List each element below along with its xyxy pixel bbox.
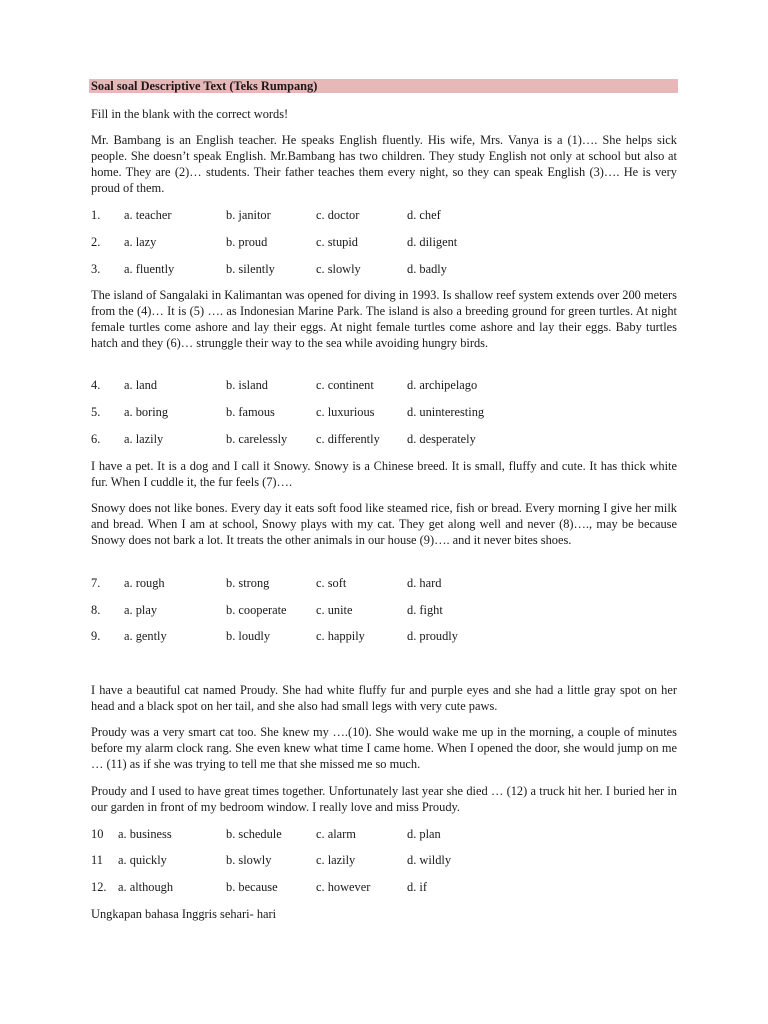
question-number: 7. xyxy=(91,576,101,590)
option-b: b. famous xyxy=(226,405,275,419)
question-number: 1. xyxy=(91,208,101,222)
option-c: c. stupid xyxy=(316,235,358,249)
question-row xyxy=(91,261,681,277)
question-number: 5. xyxy=(91,405,101,419)
question-row xyxy=(91,234,681,250)
question-number: 9. xyxy=(91,629,101,643)
option-a: a. boring xyxy=(124,405,169,419)
question-number: 8. xyxy=(91,603,101,617)
option-b: b. loudly xyxy=(226,629,271,643)
option-a: a. gently xyxy=(124,629,167,643)
instruction: Fill in the blank with the correct words! xyxy=(91,107,289,121)
option-c: c. doctor xyxy=(316,208,360,222)
footer-heading: Ungkapan bahasa Inggris sehari- hari xyxy=(91,907,277,921)
paragraph-7: Proudy and I used to have great times together. Unfortunately last year she died … (12) a truck hit her. I buried her in our garden in front of my bedroom window. I really love and miss Proudy. xyxy=(91,784,677,814)
question-row xyxy=(91,575,681,591)
paragraph-3: I have a pet. It is a dog and I call it Snowy. Snowy is a Chinese breed. It is small, fluffy and cute. It has thick white fur. When I cuddle it, the fur feels (7)…. xyxy=(91,459,677,489)
option-a: a. fluently xyxy=(124,262,175,276)
option-c: c. however xyxy=(316,880,371,894)
option-c: c. alarm xyxy=(316,827,356,841)
option-b: b. island xyxy=(226,378,268,392)
option-d: d. archipelago xyxy=(407,378,478,392)
option-c: c. slowly xyxy=(316,262,361,276)
option-d: d. if xyxy=(407,880,427,894)
option-b: b. janitor xyxy=(226,208,271,222)
option-a: a. play xyxy=(124,603,158,617)
question-row xyxy=(91,602,681,618)
paragraph-1: Mr. Bambang is an English teacher. He speaks English fluently. His wife, Mrs. Vanya is a (1)…. She helps sick people. She doesn’t speak English. Mr.Bambang has two children. They study English not only at school but also at home. They are (2)… students. Their father teaches them every night, so they can speak English (3)…. He is very proud of them. xyxy=(91,133,677,195)
option-d: d. plan xyxy=(407,827,441,841)
option-c: c. unite xyxy=(316,603,353,617)
option-c: c. continent xyxy=(316,378,374,392)
option-c: c. lazily xyxy=(316,853,356,867)
paragraph-6: Proudy was a very smart cat too. She knew my ….(10). She would wake me up in the morning, a couple of minutes before my alarm clock rang. She even knew what time I came home. When I opened the door, she would jump on me … (11) as if she was trying to tell me that she missed me so much. xyxy=(91,725,677,771)
option-b: b. carelessly xyxy=(226,432,288,446)
question-number: 10 xyxy=(91,827,104,841)
option-d: d. proudly xyxy=(407,629,458,643)
option-a: a. rough xyxy=(124,576,165,590)
option-d: d. uninteresting xyxy=(407,405,485,419)
option-a: a. teacher xyxy=(124,208,172,222)
paragraph-5: I have a beautiful cat named Proudy. She had white fluffy fur and purple eyes and she had a little gray spot on her head and a black spot on her tail, and she also had small legs with very cute paws. xyxy=(91,683,677,713)
option-d: d. chef xyxy=(407,208,441,222)
option-c: c. differently xyxy=(316,432,380,446)
paragraph-2: The island of Sangalaki in Kalimantan was opened for diving in 1993. Is shallow reef system extends over 200 meters from the (4)… It is (5) …. as Indonesian Marine Park. The island is also a breeding ground for green turtles. At night female turtles come ashore and lay their eggs. At night female turtles come ashore and lay their eggs. Baby turtles hatch and they (6)… strunggle their way to the sea while avoiding hungry birds. xyxy=(91,288,677,350)
option-b: b. strong xyxy=(226,576,270,590)
option-b: b. cooperate xyxy=(226,603,287,617)
question-row xyxy=(91,879,681,895)
question-number: 4. xyxy=(91,378,101,392)
question-row xyxy=(91,431,681,447)
option-d: d. fight xyxy=(407,603,443,617)
option-b: b. slowly xyxy=(226,853,272,867)
option-a: a. lazy xyxy=(124,235,157,249)
question-row xyxy=(91,207,681,223)
question-row xyxy=(91,852,681,868)
option-d: d. badly xyxy=(407,262,447,276)
document-title: Soal soal Descriptive Text (Teks Rumpang) xyxy=(91,79,318,93)
question-row xyxy=(91,404,681,420)
question-row xyxy=(91,377,681,393)
question-number: 2. xyxy=(91,235,101,249)
option-d: d. diligent xyxy=(407,235,458,249)
option-d: d. hard xyxy=(407,576,442,590)
paragraph-4: Snowy does not like bones. Every day it eats soft food like steamed rice, fish or bread. Every morning I give her milk and bread. When I am at school, Snowy plays with my cat. They get along well and never (8)…., may be because Snowy does not bark a lot. It treats the other animals in our house (9)…. and it never bites shoes. xyxy=(91,501,677,547)
option-a: a. business xyxy=(118,827,172,841)
option-c: c. soft xyxy=(316,576,347,590)
option-a: a. lazily xyxy=(124,432,164,446)
question-number: 12. xyxy=(91,880,107,894)
option-d: d. desperately xyxy=(407,432,476,446)
question-row xyxy=(91,628,681,644)
option-b: b. proud xyxy=(226,235,268,249)
option-a: a. land xyxy=(124,378,158,392)
option-a: a. although xyxy=(118,880,174,894)
question-row xyxy=(91,826,681,842)
option-a: a. quickly xyxy=(118,853,167,867)
question-number: 6. xyxy=(91,432,101,446)
option-b: b. silently xyxy=(226,262,275,276)
option-c: c. happily xyxy=(316,629,365,643)
option-b: b. because xyxy=(226,880,278,894)
option-d: d. wildly xyxy=(407,853,452,867)
question-number: 11 xyxy=(91,853,103,867)
option-c: c. luxurious xyxy=(316,405,375,419)
option-b: b. schedule xyxy=(226,827,282,841)
question-number: 3. xyxy=(91,262,101,276)
